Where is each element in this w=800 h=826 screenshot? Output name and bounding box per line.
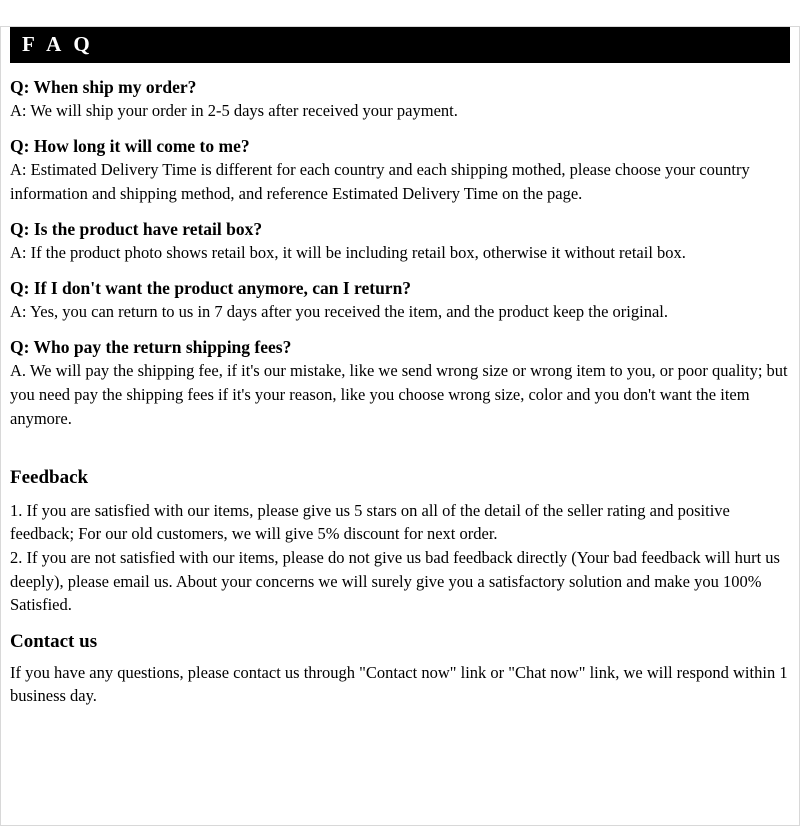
contact-heading: Contact us (10, 630, 98, 652)
faq-item (10, 337, 790, 431)
faq-item (10, 136, 790, 206)
faq-question: Q: If I don't want the product anymore, can I return? (10, 278, 412, 299)
faq-banner (10, 26, 790, 63)
faq-question: Q: When ship my order? (10, 77, 197, 97)
feedback-section (10, 467, 790, 617)
faq-banner-title: F A Q (22, 32, 94, 56)
feedback-point-2: 2. If you are not satisfied with our items, please do not give us bad feedback directly (Your bad feedback will hurt us deeply), please email us. About your concerns we will surely give you a satisfactory solution and make you 100% Satisfied. (10, 547, 780, 615)
faq-page (0, 26, 800, 826)
faq-item (10, 219, 790, 265)
feedback-point-1: 1. If you are satisfied with our items, please give us 5 stars on all of the detail of the seller rating and positive feedback; For our old customers, we will give 5% discount for next order. (10, 500, 730, 544)
faq-content (0, 77, 800, 708)
faq-answer: A. We will pay the shipping fee, if it's our mistake, like we send wrong size or wrong item to you, or poor quality; but you need pay the shipping fees if it's your reason, like you choose wrong size, color and you don't want the item anymore. (10, 361, 788, 429)
faq-item (10, 278, 790, 324)
faq-answer: A: Yes, you can return to us in 7 days after you received the item, and the product keep the original. (10, 302, 668, 322)
faq-answer: A: Estimated Delivery Time is different for each country and each shipping mothed, please choose your country information and shipping method, and reference Estimated Delivery Time on the page. (10, 160, 750, 204)
faq-question: Q: Who pay the return shipping fees? (10, 337, 292, 358)
faq-item (10, 77, 790, 123)
contact-text: If you have any questions, please contact us through "Contact now" link or "Chat now" link, we will respond within 1 business day. (10, 662, 788, 706)
faq-question: Q: How long it will come to me? (10, 136, 250, 157)
faq-question: Q: Is the product have retail box? (10, 219, 263, 240)
feedback-heading: Feedback (10, 467, 89, 488)
faq-answer: A: If the product photo shows retail box, it will be including retail box, otherwise it without retail box. (10, 243, 686, 263)
faq-answer: A: We will ship your order in 2-5 days after received your payment. (10, 101, 458, 121)
contact-section (10, 631, 790, 708)
